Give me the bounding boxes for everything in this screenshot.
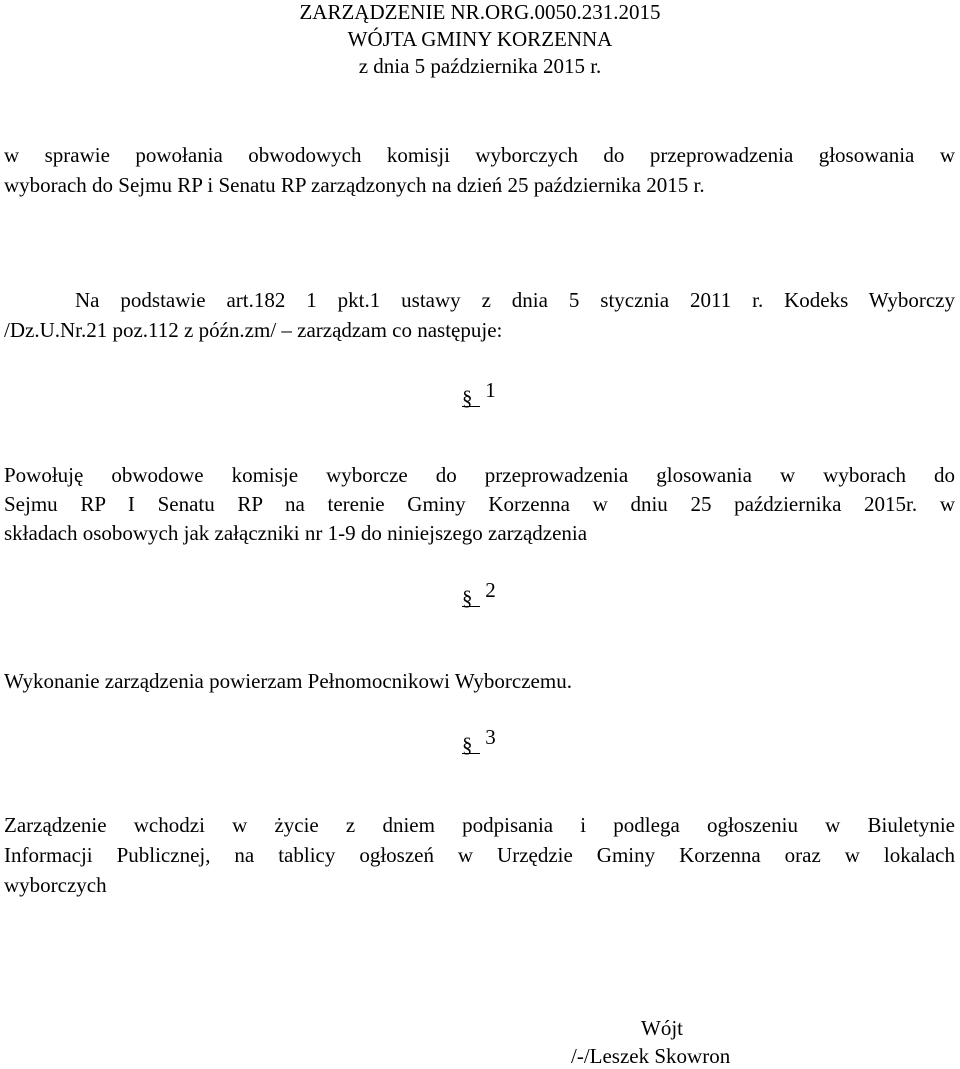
legal-basis-line-2: /Dz.U.Nr.21 poz.112 z późn.zm/ – zarządzam co następuje: xyxy=(4,318,503,342)
section-3-line-3: wyborczych xyxy=(4,873,107,897)
section-3-heading xyxy=(462,725,522,757)
legal-basis-line-1: Na podstawie art.182 1 pkt.1 ustawy z dnia 5 stycznia 2011 r. Kodeks Wyborczy xyxy=(75,288,955,312)
document-title: ZARZĄDZENIE NR.ORG.0050.231.2015 xyxy=(299,0,661,24)
section-sign-icon: § xyxy=(462,388,480,407)
subject-line-1: w sprawie powołania obwodowych komisji wyborczych do przeprowadzenia głosowania w xyxy=(4,143,955,167)
section-1-heading xyxy=(462,378,522,410)
section-2-line-1: Wykonanie zarządzenia powierzam Pełnomocnikowi Wyborczemu. xyxy=(4,669,572,693)
issuer-name: WÓJTA GMINY KORZENNA xyxy=(347,27,613,51)
subject-line-2: wyborach do Sejmu RP i Senatu RP zarządzonych na dzień 25 października 2015 r. xyxy=(4,173,705,197)
signature-name: /-/Leszek Skowron xyxy=(571,1044,731,1068)
section-2-number: 2 xyxy=(485,578,496,602)
section-3-number: 3 xyxy=(485,725,496,749)
section-sign-icon: § xyxy=(462,588,480,607)
section-1-line-3: składach osobowych jak załączniki nr 1-9 do niniejszego zarządzenia xyxy=(4,521,588,545)
section-3-line-1: Zarządzenie wchodzi w życie z dniem podpisania i podlega ogłoszeniu w Biuletynie xyxy=(4,813,955,837)
section-sign-icon: § xyxy=(462,735,480,754)
section-2-heading xyxy=(462,578,522,610)
section-1-line-1: Powołuję obwodowe komisje wyborcze do przeprowadzenia glosowania w wyborach do xyxy=(4,463,955,487)
issue-date: z dnia 5 października 2015 r. xyxy=(358,54,602,78)
section-3-line-2: Informacji Publicznej, na tablicy ogłoszeń w Urzędzie Gminy Korzenna oraz w lokalach xyxy=(4,843,955,867)
signature-title: Wójt xyxy=(641,1016,683,1040)
section-1-number: 1 xyxy=(485,378,496,402)
section-1-line-2: Sejmu RP I Senatu RP na terenie Gminy Korzenna w dniu 25 października 2015r. w xyxy=(4,492,955,516)
